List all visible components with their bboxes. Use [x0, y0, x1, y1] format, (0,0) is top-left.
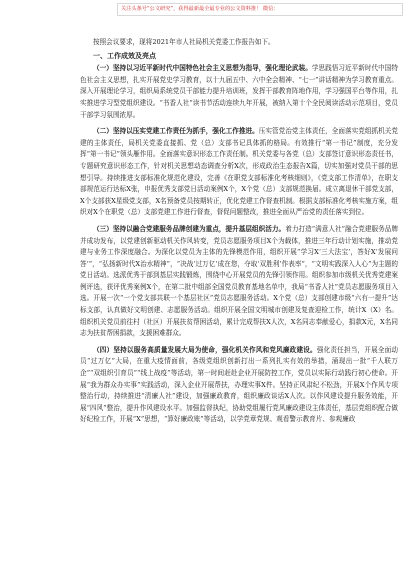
- subsection-2: [80, 126, 398, 219]
- subsection-2-title: （二）坚持以压实党建工作责任为抓手，强化工作推进。: [93, 127, 259, 136]
- subsection-1-title: （一）坚持以习近平新时代中国特色社会主义思想为指导，强化理论武装。: [93, 64, 312, 73]
- report-body: [80, 37, 398, 426]
- subsection-4-body: 强化责任担当，开展全面动员“过万亿”大局，在重大疫情面前，各级党组织创新打出一系列扎实有效的举措，涌现出一批“千人联万企”“双组织引育员”“线上战疫”等活动，第一时间赶赴企业开展防控工作，党员以实际行动践行初心使命。开展“我为群众办实事”实践活动，深入企业开展帮扶，办理实事X件。坚持正风肃纪不松劲，开展X个作风专项整治行动，持续推进“清廉人社”建设，加强廉政教育，组织廉政谈话X人次。以作风建设提升服务效能，开展“四风”整治，提升作风建设水平。加强监督执纪，协助党组履行党风廉政建设主体责任，基层党组织配合做好纪检工作，开展“X”思想，“算好廉政账”等活动，以学党章党规、观看警示教育片、参观廉政: [80, 345, 399, 424]
- subsection-4: [80, 345, 398, 426]
- subsection-3-body: 着力打造“满意人社”融合党建服务品牌并成功发布，以党建创新驱动机关作风转变，党员志愿服务项目X个为载体，推进三年行动计划实施，推动党建与业务工作深度融合。为深化以党员为主体的先锋模范作用，组织开展“学习X‘三大法宝’，答好X‘发展问答’”，“弘扬新时代X治水精神”，“决战‘过万亿’成在您，夺取‘双胜利’作表率”，“文明实践深入人心”为主题的党日活动。选派优秀干部到基层实践锻炼，围绕中心开展党员的先锋引领作用。组织参加市级机关优秀党建案例评选，获评优秀案例X个，在第二批中组部全国党员教育基地名单中，我局“书香人社”党员志愿服务项目入选。开展一次“一个党支部共联一个基层社区”党员志愿服务活动。X个党（总）支部创建市级“六有一提升”达标支部，认真做好文明创建、志愿服务活动。组织开展全国文明城市创建及复查迎检工作，统计X（X）名。组织机关党员前往村（社区）开展扶贫帮困活动，累计完成帮扶X人次，X名同志奉献爱心，捐款X元，X名同志为扶贫帮困捐款，支援困难群众。: [80, 224, 398, 338]
- promo-banner[interactable]: 关注头条号“公文研究”，获得最新最全最专业的公文资料推！ 微信：: [117, 3, 403, 16]
- subsection-2-body: 压实管党治党主体责任，全面落实党组抓机关党建的主体责任，局机关党委直接抓、党（总）支部书记具体抓的格局。有效推行“第一书记”制度，充分发挥“第一书记”领头雁作用。全面落实意识形态工作责任制。机关党委与各党（总）支部签订意识形态责任书，专题研究意识形态工作，针对机关思想动态调查分析X次，形成政治生态报告X篇，切实加强对党员干部的思想引导。持续推进支部标准化规范化建设，完善《在职党支部标准化考核细则》，《党支部工作清单》，在职支部规范运行达标X张，申报优秀支部党日活动案例X个，X个党（总）支部规范换届。成立离退休干部党支部，X个支部获X星级党支部，X名预备党员按期转正，优化党建工作督查机制。根据支部标准化考核实施方案，组织对X个在职党（总）支部党建工作进行督查，督促问题整改，推进全面从严治党的责任落实到位。: [80, 127, 398, 217]
- subsection-4-title: （四）坚持以服务高质量发展大局为使命，强化机关作风和党风廉政建设。: [93, 345, 317, 354]
- subsection-3: [80, 224, 398, 340]
- subsection-3-title: （三）坚持以融合党建服务品牌创建为重点，提升基层组织活力。: [93, 224, 286, 233]
- intro-paragraph: 按照会议要求，现将2021年市人社局机关党委工作报告如下。: [93, 38, 275, 46]
- subsection-1: [80, 63, 398, 121]
- section-heading: 一、工作成效及亮点: [93, 51, 156, 60]
- subsection-1-body: 学思践悟习近平新时代中国特色社会主义思想，扎实开展党史学习教育，以十九届五中、六中全会精神、“七一”讲话精神为学习教育重点。深入开展理论学习，组织局系统党员干部能力提升培训班，发挥干部教育阵地作用，学习强国平台等作用，扎实推进学习型党组织建设。“书香人社”读书节活动连续九年开展，被纳入第十个全民阅读活动示范项目，党员干部学习氛围浓厚。: [80, 64, 399, 119]
